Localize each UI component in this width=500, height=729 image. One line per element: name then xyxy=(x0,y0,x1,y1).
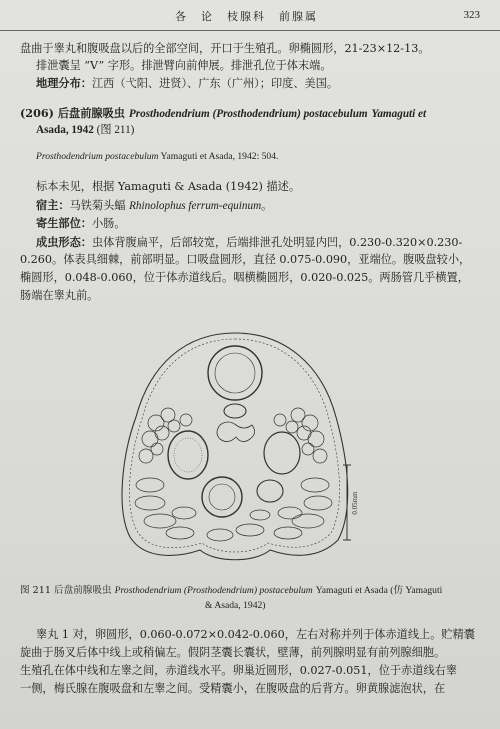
vitelline-follicles xyxy=(139,408,327,463)
seminal-vesicle xyxy=(217,422,255,442)
site-text: 小肠。 xyxy=(91,217,126,230)
caption-cn: 后盘前腺吸虫 xyxy=(54,585,112,596)
distribution-text: 江西（弋阳、进贤）、广东（广州）；印度、美国。 xyxy=(91,77,339,90)
scale-bar xyxy=(343,465,359,540)
host-cn: 马铁菊头蝠 xyxy=(69,199,130,212)
species-heading xyxy=(20,106,426,121)
species-number: (206) xyxy=(20,106,54,120)
caption-number: 图 211 xyxy=(20,585,51,596)
morph-line: 肠端在睾丸前。 xyxy=(20,289,99,302)
caption-sci: Prosthodendrium (Prosthodendrium) postacebulum xyxy=(114,585,313,596)
figure-reference: (图 211) xyxy=(96,124,135,136)
morph-text: 虫体背腹扁平，后部较宽，后端排泄孔处明显内凹，0.230-0.320×0.230- xyxy=(91,236,463,249)
species-author: Yamaguti et xyxy=(371,108,427,120)
distribution-line xyxy=(36,76,338,91)
host-label: 宿主： xyxy=(36,198,70,212)
distribution-label: 地理分布： xyxy=(36,76,92,90)
running-header xyxy=(0,0,500,31)
host-sci: Rhinolophus ferrum-equinum xyxy=(129,200,262,212)
morph-line xyxy=(36,235,462,250)
testis-left xyxy=(168,431,208,479)
running-title: 各 论 枝腺科 前腺属 xyxy=(175,10,318,23)
text-line: 生殖孔在体中线和左睾之间，赤道线水平。卵巢近圆形，0.027-0.051，位于赤道线右睾 xyxy=(20,664,458,677)
host-end: 。 xyxy=(261,199,273,212)
synonym-ref: Yamaguti et Asada, 1942: 504. xyxy=(160,151,279,162)
uterus-loops xyxy=(135,478,332,541)
scale-label: 0.05mm xyxy=(351,491,359,515)
ovary xyxy=(257,480,283,502)
text-line: 盘曲于睾丸和腹吸盘以后的全部空间，开口于生殖孔。卵椭圆形，21-23×12-13。 xyxy=(20,42,430,55)
text-line: 一侧，梅氏腺在腹吸盘和左睾之间。受精囊小，在腹吸盘的后背方。卵黄腺滤泡状，在 xyxy=(20,682,446,695)
pharynx xyxy=(224,404,246,418)
synonym-name: Prosthodendrium postacebulum xyxy=(36,151,159,162)
oral-sucker xyxy=(208,346,262,400)
species-cn-name: 后盘前腺吸虫 xyxy=(57,106,125,120)
site-label: 寄生部位： xyxy=(36,216,92,230)
morph-label: 成虫形态： xyxy=(36,235,92,249)
site-line xyxy=(36,216,126,231)
morph-line: 椭圆形，0.048-0.060，位于体赤道线后。咽横椭圆形，0.020-0.025。两肠管几乎横置， xyxy=(20,271,469,284)
species-sci-name: Prosthodendrium (Prosthodendrium) postacebulum xyxy=(128,108,368,120)
morph-line: 0.260。体表具细棘，前部明显。口吸盘圆形，直径 0.075-0.090，亚端位。腹吸盘较小， xyxy=(20,253,471,266)
specimen-line: 标本未见，根据 Yamaguti & Asada (1942) 描述。 xyxy=(36,180,301,193)
text-line: 旋曲于肠叉后体中线上或稍偏左。假阴茎囊长囊状，壁薄，前列腺明显有前列腺细胞。 xyxy=(20,646,446,659)
testis-right xyxy=(264,432,300,474)
caption-tail: Yamaguti et Asada (仿 Yamaguti xyxy=(315,585,443,596)
inner-outline xyxy=(129,339,339,552)
specimen-illustration xyxy=(110,325,360,570)
page-number: 323 xyxy=(463,9,480,21)
ventral-sucker xyxy=(202,477,242,517)
figure-caption xyxy=(20,584,442,597)
species-heading-cont xyxy=(36,123,134,137)
text-line: 排泄囊呈 “V” 字形。排泄臂向前伸展。排泄孔位于体末端。 xyxy=(36,59,332,72)
synonym-line xyxy=(36,150,278,164)
host-line xyxy=(36,198,272,213)
text-line: 睾丸 1 对，卵圆形，0.060-0.072×0.042-0.060，左右对称并列于体赤道线上。贮精囊 xyxy=(36,628,475,641)
species-author-year: Asada, 1942 xyxy=(36,124,94,136)
caption-line-2: & Asada, 1942) xyxy=(205,600,266,611)
